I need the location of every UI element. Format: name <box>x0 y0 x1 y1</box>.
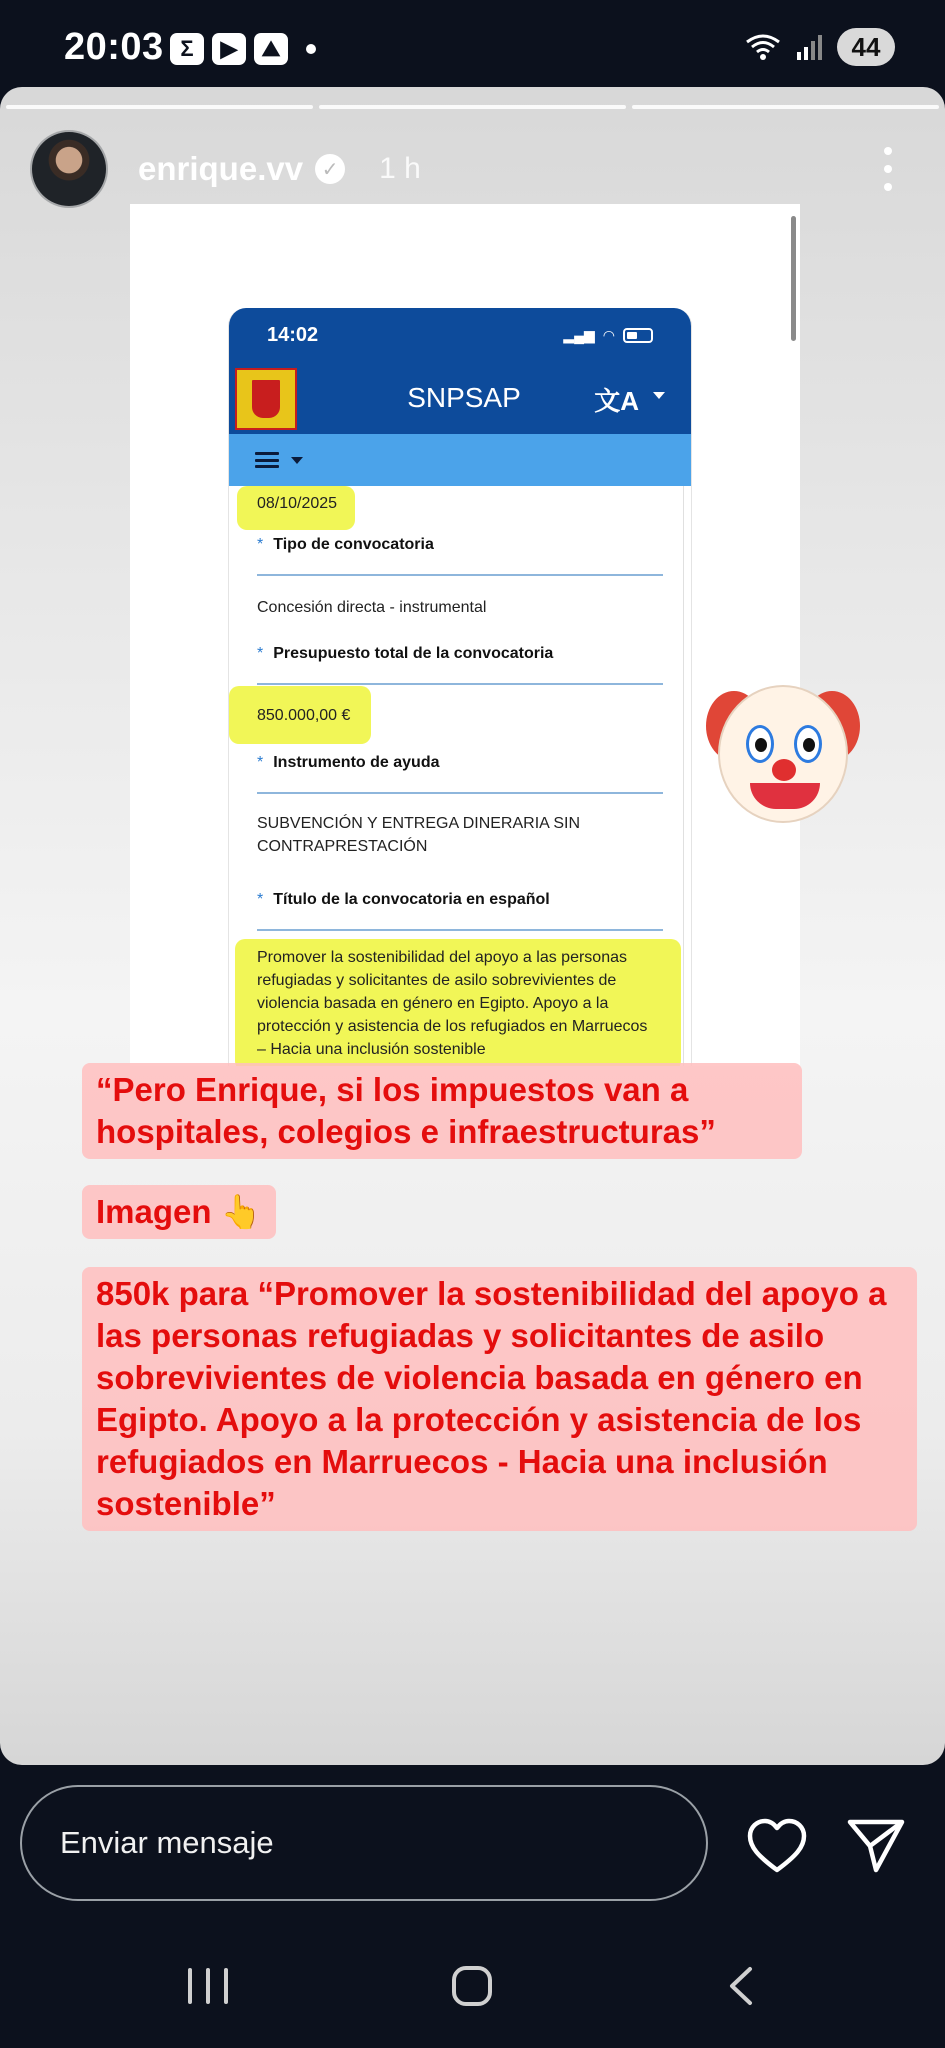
more-notifications-dot-icon <box>306 44 316 54</box>
avatar[interactable] <box>30 130 108 208</box>
chevron-down-icon <box>653 392 665 399</box>
scrollbar <box>791 216 796 341</box>
date-value: 08/10/2025 <box>257 495 338 512</box>
translate-icon: 文A <box>594 386 639 416</box>
progress-segment <box>6 105 313 109</box>
caption-imagen: Imagen 👆 <box>82 1185 276 1239</box>
message-input[interactable] <box>20 1785 708 1901</box>
send-icon[interactable] <box>846 1816 906 1874</box>
phone-battery-icon <box>623 328 653 343</box>
signal-icon <box>795 32 825 62</box>
field-underline <box>257 574 663 576</box>
progress-segment <box>319 105 626 109</box>
message-placeholder: Enviar mensaje <box>60 1825 274 1860</box>
username[interactable]: enrique.vv <box>138 150 304 187</box>
battery-icon: 44 <box>837 28 895 66</box>
story-header <box>30 129 421 209</box>
titulo-label: * Título de la convocatoria en español <box>257 891 550 908</box>
status-bar <box>0 0 945 90</box>
instrumento-value: SUBVENCIÓN Y ENTREGA DINERARIA SIN CONTRAPRESTACIÓN <box>257 815 581 855</box>
phone-status-bar <box>229 308 691 362</box>
snpsap-phone-screen <box>228 308 692 1066</box>
more-options-icon[interactable] <box>883 147 893 191</box>
phone-time: 14:02 <box>267 323 319 346</box>
phone-signal-icon: ▂▄▆ <box>563 326 595 343</box>
sigma-app-icon: Σ <box>170 33 204 65</box>
heart-icon[interactable] <box>746 1818 808 1874</box>
youtube-icon: ▶ <box>212 33 246 65</box>
post-time: 1 h <box>379 152 421 185</box>
home-button[interactable] <box>452 1966 492 2006</box>
phone-status-icons <box>563 327 653 344</box>
field-underline <box>257 683 663 685</box>
presupuesto-label: * Presupuesto total de la convocatoria <box>257 645 554 662</box>
chevron-down-icon <box>291 457 303 464</box>
caption-main: 850k para “Promover la sostenibilidad del apoyo a las personas refugiadas y solicitantes de asilo sobrevivientes de violencia basada en género en Egipto. Apoyo a la protección y asistencia de los refugiados en Marruecos - Hacia una inclusión sostenible” <box>82 1267 917 1531</box>
form-border <box>683 486 684 1066</box>
recents-button[interactable] <box>188 1968 228 2004</box>
phone-wifi-icon: ◠ <box>602 326 615 343</box>
spain-coat-of-arms-icon <box>235 368 297 430</box>
snpsap-title: SNPSAP <box>407 382 521 413</box>
instrumento-label: * Instrumento de ayuda <box>257 754 440 771</box>
verified-badge-icon: ✓ <box>315 154 345 184</box>
story-card[interactable] <box>0 87 945 1765</box>
snpsap-menu-bar <box>229 434 691 486</box>
embedded-screenshot <box>130 204 800 1066</box>
tipo-label: * Tipo de convocatoria <box>257 536 434 553</box>
status-time: 20:03 <box>64 26 164 68</box>
tipo-value: Concesión directa - instrumental <box>257 599 487 616</box>
system-indicators <box>743 28 895 66</box>
snpsap-header <box>229 362 691 434</box>
story-progress <box>6 105 939 109</box>
presupuesto-value: 850.000,00 € <box>257 707 351 724</box>
caption-quote: “Pero Enrique, si los impuestos van a hospitales, colegios e infraestructuras” <box>82 1063 802 1159</box>
notification-icons <box>170 33 316 65</box>
field-underline <box>257 929 663 931</box>
progress-segment <box>632 105 939 109</box>
clown-face-icon <box>706 681 860 825</box>
field-underline <box>257 792 663 794</box>
hamburger-menu-icon <box>255 452 279 468</box>
titulo-value: Promover la sostenibilidad del apoyo a las personas refugiadas y solicitantes de asilo sobrevivientes de violencia basada en género en Egipto. Apoyo a la protección y asistencia de los refugiados en Marruecos – Hacia una inclusión sostenible <box>257 949 648 1058</box>
gallery-icon: ⛰ <box>254 33 288 65</box>
back-button[interactable] <box>726 1966 756 2006</box>
wifi-icon <box>743 32 783 62</box>
